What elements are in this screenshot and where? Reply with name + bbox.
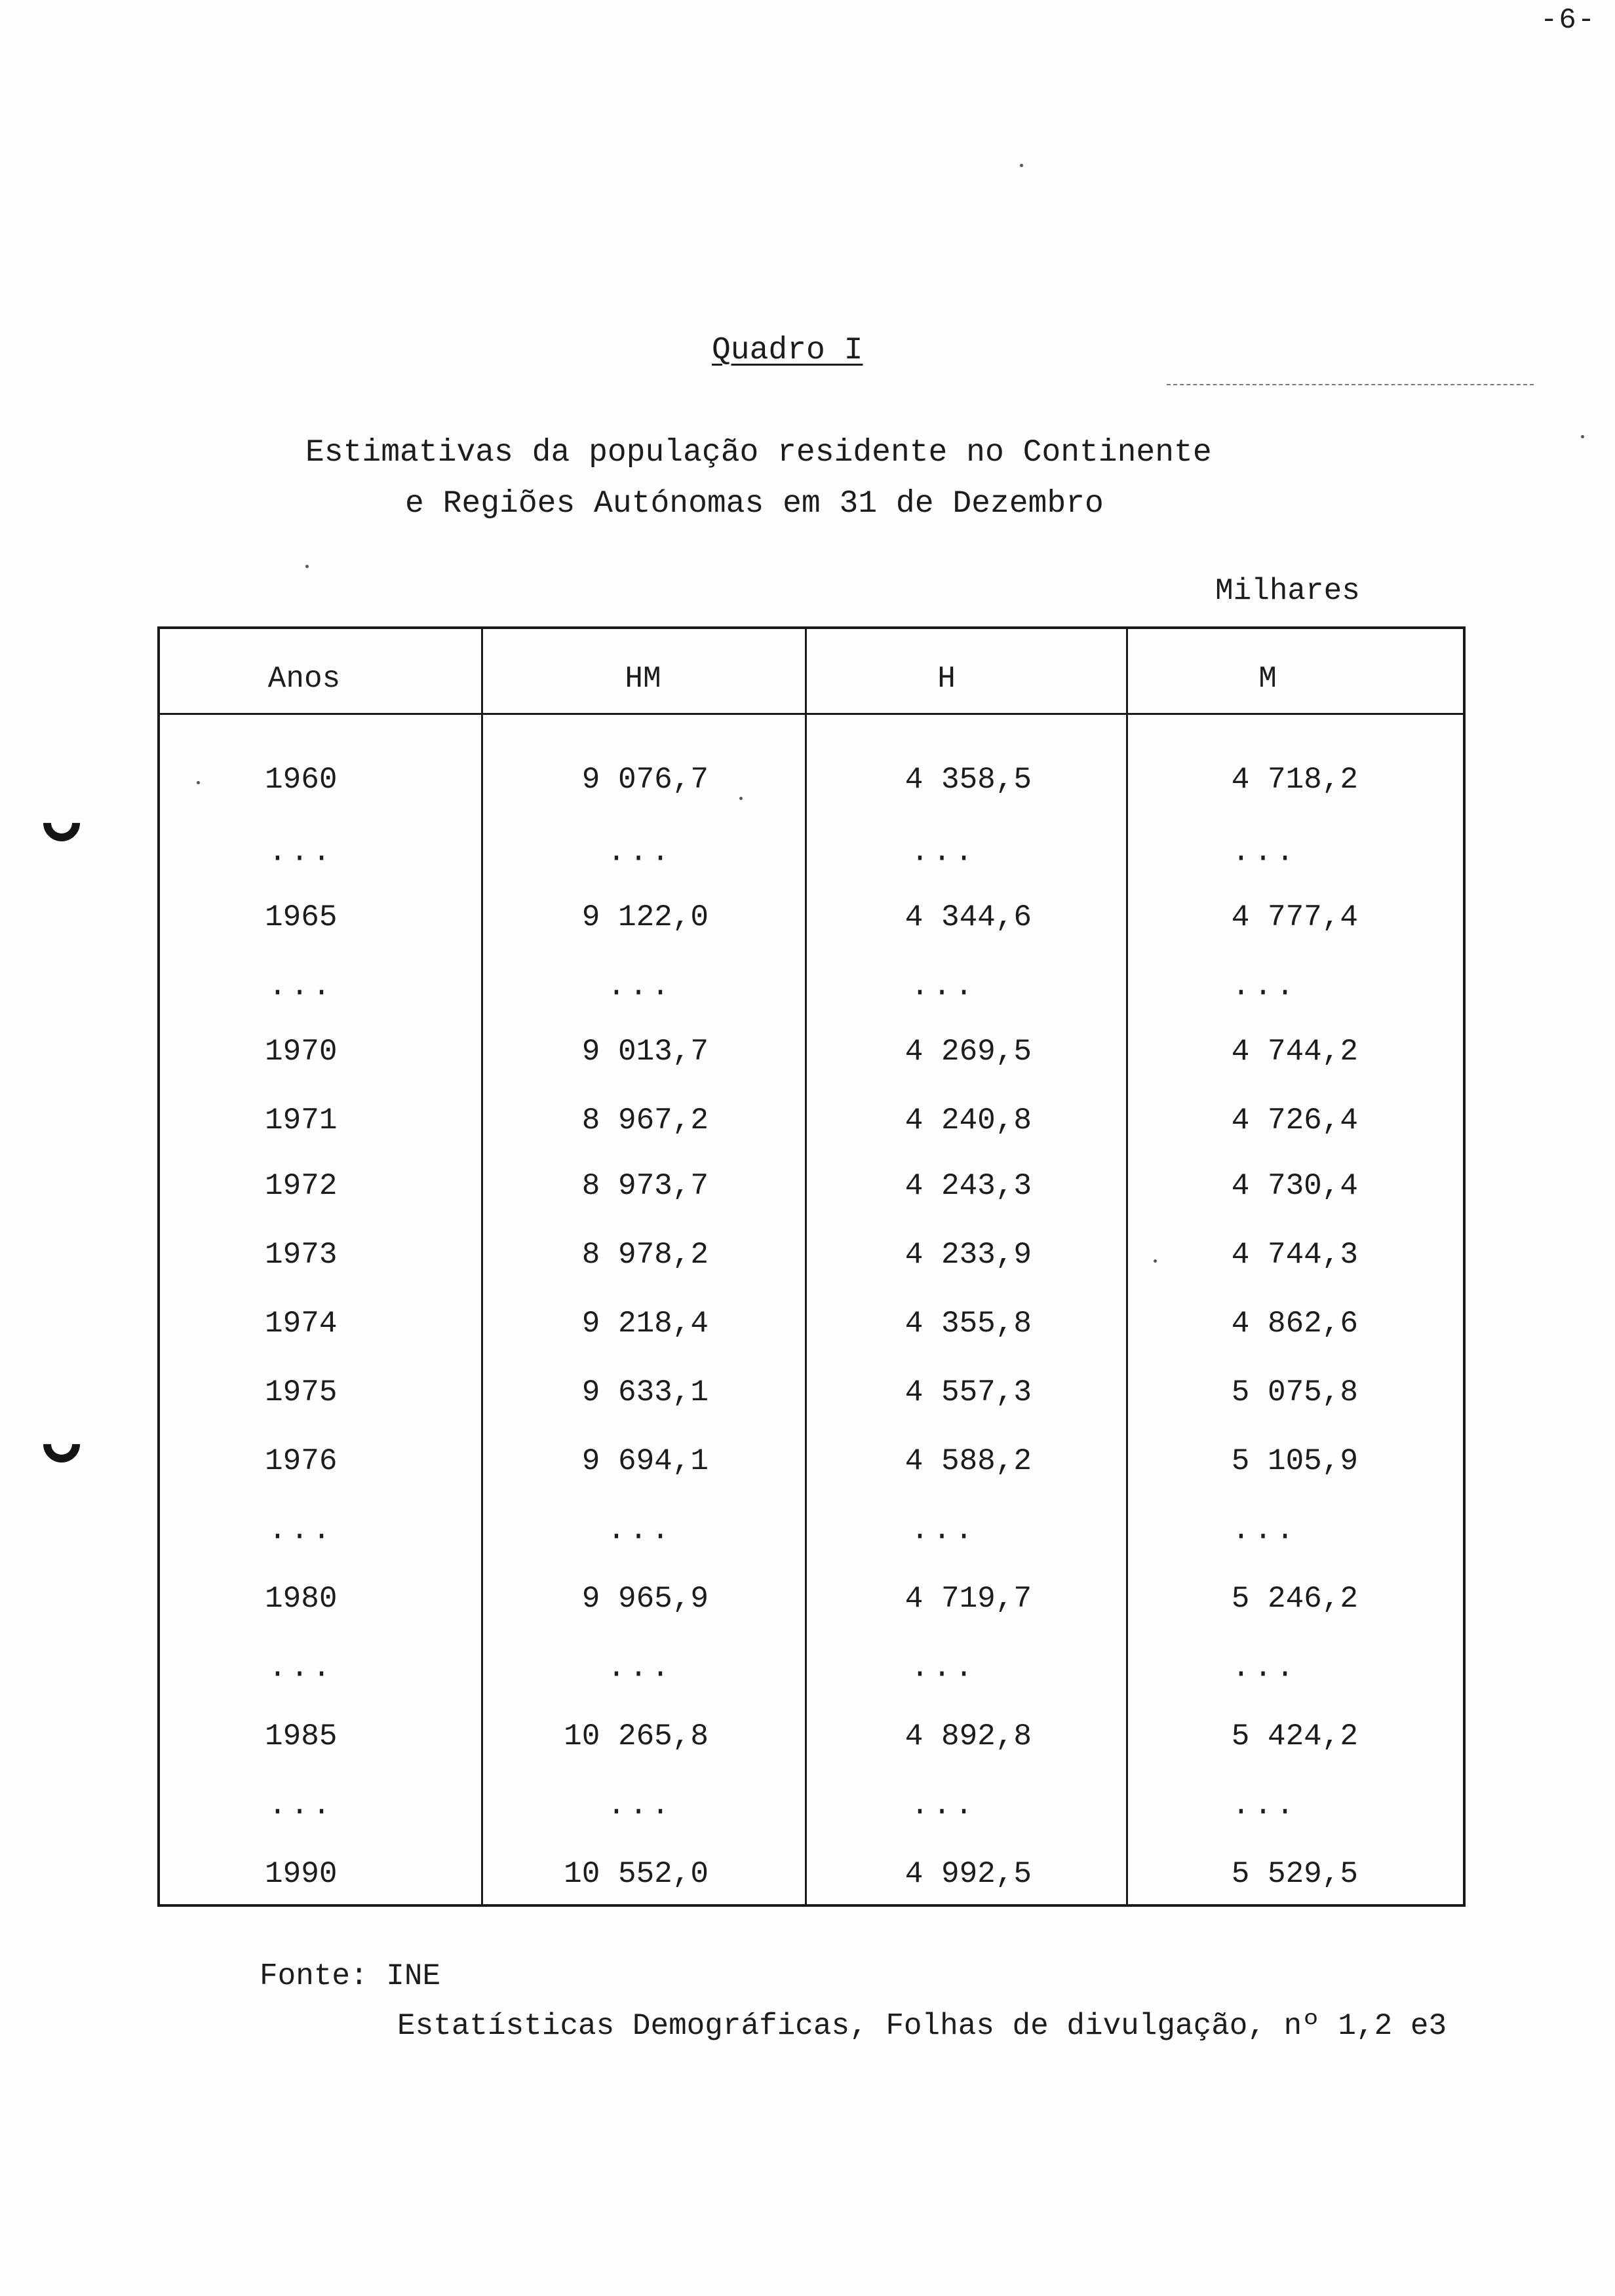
column-header-hm: HM [625, 662, 661, 696]
column-header-m: M [1258, 662, 1277, 696]
dashed-rule [1167, 384, 1534, 385]
table-cell-year: 1960 [265, 763, 338, 797]
table-cell-m: 5 529,5 [1231, 1857, 1358, 1891]
table-cell-h: 4 588,2 [905, 1444, 1032, 1478]
column-divider [805, 629, 807, 1904]
table-cell-year: ... [268, 1788, 335, 1823]
table-cell-h: ... [910, 1513, 977, 1548]
binder-hole-mark [35, 797, 87, 849]
table-cell-h: 4 992,5 [905, 1857, 1032, 1891]
table-cell-h: 4 269,5 [905, 1035, 1032, 1069]
population-table [157, 626, 1466, 1907]
table-cell-year: 1974 [265, 1307, 338, 1341]
table-cell-m: 5 246,2 [1231, 1582, 1358, 1616]
table-cell-year: 1980 [265, 1582, 338, 1616]
table-cell-hm: 9 965,9 [581, 1582, 709, 1616]
table-cell-m: 4 777,4 [1231, 900, 1358, 934]
table-cell-hm: 8 978,2 [581, 1238, 709, 1272]
table-cell-hm: 9 633,1 [581, 1375, 709, 1409]
table-subtitle-line-1: Estimativas da população residente no Continente [305, 435, 1212, 470]
table-cell-hm: ... [607, 1788, 674, 1823]
unit-label: Milhares [1215, 574, 1360, 608]
table-cell-m: 4 744,3 [1231, 1238, 1358, 1272]
table-cell-hm: 10 552,0 [564, 1857, 709, 1891]
source-detail: Estatísticas Demográficas, Folhas de divulgação, nº 1,2 e3 [397, 2009, 1447, 2043]
table-cell-hm: 9 122,0 [581, 900, 709, 934]
table-cell-year: ... [268, 1651, 335, 1685]
table-subtitle-line-2: e Regiões Autónomas em 31 de Dezembro [405, 486, 1104, 522]
column-header-h: H [937, 662, 956, 696]
table-cell-h: 4 233,9 [905, 1238, 1032, 1272]
table-cell-year: ... [268, 1513, 335, 1548]
table-title: Quadro I [712, 333, 863, 368]
table-cell-h: 4 719,7 [905, 1582, 1032, 1616]
table-cell-hm: ... [607, 1513, 674, 1548]
table-cell-year: 1970 [265, 1035, 338, 1069]
paper-speck [1020, 164, 1023, 167]
page-number: -6- [1540, 4, 1597, 37]
source-label: Fonte: INE [260, 1959, 441, 1993]
table-cell-h: 4 243,3 [905, 1169, 1032, 1203]
table-cell-m: ... [1232, 835, 1298, 870]
table-cell-year: 1975 [265, 1375, 338, 1409]
table-cell-hm: ... [607, 835, 674, 870]
paper-speck [1154, 1259, 1157, 1263]
table-cell-hm: 10 265,8 [564, 1719, 709, 1753]
paper-speck [739, 797, 743, 800]
table-cell-hm: ... [607, 1651, 674, 1685]
table-cell-year: 1973 [265, 1238, 338, 1272]
table-cell-hm: 9 694,1 [581, 1444, 709, 1478]
table-cell-m: 4 726,4 [1231, 1103, 1358, 1138]
table-cell-hm: 8 973,7 [581, 1169, 709, 1203]
table-cell-m: 4 730,4 [1231, 1169, 1358, 1203]
table-cell-h: 4 358,5 [905, 763, 1032, 797]
table-cell-hm: ... [607, 969, 674, 1004]
table-cell-year: ... [268, 969, 335, 1004]
table-cell-year: 1990 [265, 1857, 338, 1891]
table-cell-m: 4 744,2 [1231, 1035, 1358, 1069]
table-cell-hm: 8 967,2 [581, 1103, 709, 1138]
table-cell-m: ... [1232, 1788, 1298, 1823]
binder-hole-mark [35, 1418, 87, 1470]
table-cell-hm: 9 218,4 [581, 1307, 709, 1341]
table-cell-m: 4 718,2 [1231, 763, 1358, 797]
table-cell-year: 1971 [265, 1103, 338, 1138]
table-cell-h: 4 344,6 [905, 900, 1032, 934]
paper-speck [305, 565, 309, 568]
table-cell-m: 5 424,2 [1231, 1719, 1358, 1753]
table-cell-hm: 9 076,7 [581, 763, 709, 797]
table-cell-m: ... [1232, 969, 1298, 1004]
column-divider [481, 629, 483, 1904]
table-cell-m: ... [1232, 1513, 1298, 1548]
column-divider [1126, 629, 1128, 1904]
table-cell-year: ... [268, 835, 335, 870]
table-cell-h: ... [910, 835, 977, 870]
table-cell-hm: 9 013,7 [581, 1035, 709, 1069]
table-cell-h: ... [910, 1788, 977, 1823]
table-cell-h: 4 557,3 [905, 1375, 1032, 1409]
table-cell-year: 1976 [265, 1444, 338, 1478]
table-cell-h: 4 355,8 [905, 1307, 1032, 1341]
table-cell-year: 1985 [265, 1719, 338, 1753]
table-cell-h: 4 892,8 [905, 1719, 1032, 1753]
paper-speck [197, 781, 200, 784]
table-cell-h: ... [910, 969, 977, 1004]
header-divider [160, 713, 1463, 715]
table-cell-m: 5 105,9 [1231, 1444, 1358, 1478]
table-cell-m: 4 862,6 [1231, 1307, 1358, 1341]
table-cell-year: 1965 [265, 900, 338, 934]
paper-speck [1581, 435, 1584, 438]
table-cell-h: ... [910, 1651, 977, 1685]
table-cell-h: 4 240,8 [905, 1103, 1032, 1138]
table-cell-m: 5 075,8 [1231, 1375, 1358, 1409]
table-cell-year: 1972 [265, 1169, 338, 1203]
table-cell-m: ... [1232, 1651, 1298, 1685]
column-header-year: Anos [267, 662, 341, 696]
